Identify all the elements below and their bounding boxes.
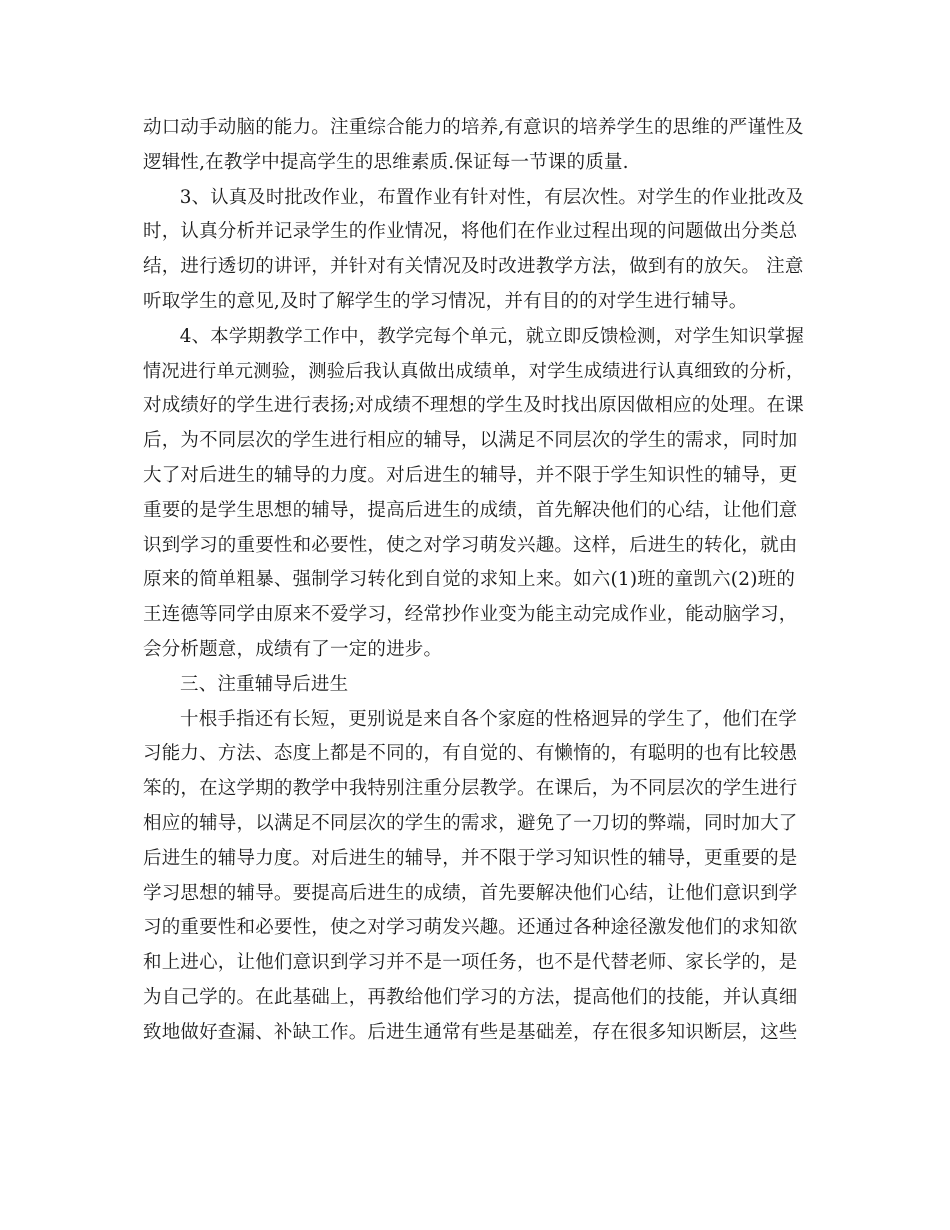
text-line: 为自己学的。在此基础上，再教给他们学习的方法，提高他们的技能，并认真细 <box>143 986 798 1008</box>
text-line: 笨的，在这学期的教学中我特别注重分层教学。在课后，为不同层次的学生进行 <box>143 778 798 800</box>
paragraph-item-4 <box>143 320 808 668</box>
text-line: 原来的简单粗暴、强制学习转化到自觉的求知上来。如六(1)班的童凯六(2)班的 <box>143 569 796 591</box>
paragraph-item-3 <box>143 181 808 320</box>
section-heading-text: 三、注重辅导后进生 <box>180 673 349 695</box>
paragraph-continuation <box>143 111 808 181</box>
text-line: 逻辑性,在教学中提高学生的思维素质.保证每一节课的质量. <box>143 151 629 173</box>
text-line: 后，为不同层次的学生进行相应的辅导，以满足不同层次的学生的需求，同时加 <box>143 430 798 452</box>
text-line: 听取学生的意见,及时了解学生的学习情况，并有目的的对学生进行辅导。 <box>143 290 748 312</box>
text-line: 王连德等同学由原来不爱学习，经常抄作业变为能主动完成作业，能动脑学习， <box>143 604 798 626</box>
text-line: 时，认真分析并记录学生的作业情况，将他们在作业过程出现的问题做出分类总 <box>143 221 798 243</box>
section-heading <box>143 668 808 703</box>
text-line: 学习思想的辅导。要提高后进生的成绩，首先要解决他们心结，让他们意识到学 <box>143 882 798 904</box>
text-line: 情况进行单元测验，测验后我认真做出成绩单，对学生成绩进行认真细致的分析， <box>143 360 805 382</box>
text-line: 习的重要性和必要性，使之对学习萌发兴趣。还通过各种途径激发他们的求知欲 <box>143 917 798 939</box>
text-line: 后进生的辅导力度。对后进生的辅导，并不限于学习知识性的辅导，更重要的是 <box>143 847 798 869</box>
text-line: 对成绩好的学生进行表扬;对成绩不理想的学生及时找出原因做相应的处理。在课 <box>143 395 804 417</box>
text-line: 3、认真及时批改作业，布置作业有针对性，有层次性。对学生的作业批改及 <box>179 186 805 208</box>
text-line: 相应的辅导，以满足不同层次的学生的需求，避免了一刀切的弊端，同时加大了 <box>143 812 798 834</box>
text-line: 识到学习的重要性和必要性，使之对学习萌发兴趣。这样，后进生的转化，就由 <box>143 534 798 556</box>
paragraph-tutoring <box>143 703 808 1051</box>
text-line: 大了对后进生的辅导的力度。对后进生的辅导，并不限于学生知识性的辅导，更 <box>143 464 798 486</box>
text-line: 重要的是学生思想的辅导，提高后进生的成绩，首先解决他们的心结，让他们意 <box>143 499 798 521</box>
text-line: 动口动手动脑的能力。注重综合能力的培养,有意识的培养学生的思维的严谨性及 <box>143 117 804 138</box>
text-line: 4、本学期教学工作中，教学完每个单元，就立即反馈检测，对学生知识掌握 <box>179 325 805 347</box>
text-line: 和上进心，让他们意识到学习并不是一项任务，也不是代替老师、家长学的，是 <box>143 952 798 974</box>
text-line: 十根手指还有长短，更别说是来自各个家庭的性格迥异的学生了，他们在学 <box>180 708 798 730</box>
text-line: 会分析题意，成绩有了一定的进步。 <box>143 638 443 660</box>
text-line: 结，进行透切的讲评，并针对有关情况及时改进教学方法，做到有的放矢。 注意 <box>143 256 804 278</box>
text-line: 致地做好查漏、补缺工作。后进生通常有些是基础差，存在很多知识断层，这些 <box>143 1021 798 1043</box>
document-body <box>143 111 808 1051</box>
text-line: 习能力、方法、态度上都是不同的，有自觉的、有懒惰的，有聪明的也有比较愚 <box>143 743 798 765</box>
